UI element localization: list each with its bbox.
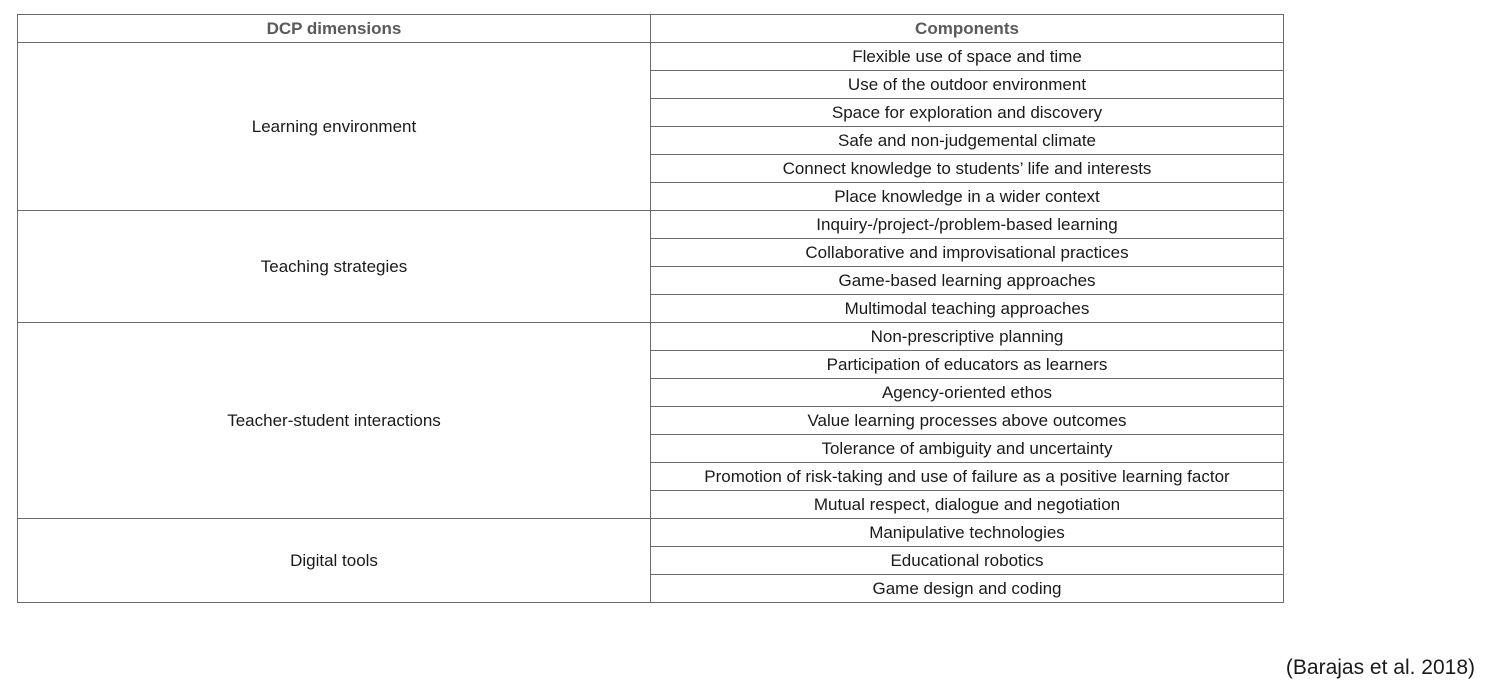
dimension-cell: Teaching strategies: [18, 211, 651, 323]
component-cell: Connect knowledge to students’ life and interests: [651, 155, 1284, 183]
component-cell: Space for exploration and discovery: [651, 99, 1284, 127]
component-cell: Value learning processes above outcomes: [651, 407, 1284, 435]
component-cell: Use of the outdoor environment: [651, 71, 1284, 99]
component-cell: Agency-oriented ethos: [651, 379, 1284, 407]
component-cell: Participation of educators as learners: [651, 351, 1284, 379]
dimension-cell: Learning environment: [18, 43, 651, 211]
component-cell: Inquiry-/project-/problem-based learning: [651, 211, 1284, 239]
table-row: [18, 519, 1284, 547]
table-row: [18, 211, 1284, 239]
component-cell: Manipulative technologies: [651, 519, 1284, 547]
component-cell: Place knowledge in a wider context: [651, 183, 1284, 211]
component-cell: Multimodal teaching approaches: [651, 295, 1284, 323]
component-cell: Collaborative and improvisational practices: [651, 239, 1284, 267]
header-dcp-dimensions: DCP dimensions: [18, 15, 651, 43]
dimension-cell: Digital tools: [18, 519, 651, 603]
header-components: Components: [651, 15, 1284, 43]
component-cell: Tolerance of ambiguity and uncertainty: [651, 435, 1284, 463]
citation: (Barajas et al. 2018): [1285, 656, 1475, 679]
header-row: [18, 15, 1284, 43]
component-cell: Safe and non-judgemental climate: [651, 127, 1284, 155]
component-cell: Educational robotics: [651, 547, 1284, 575]
component-cell: Flexible use of space and time: [651, 43, 1284, 71]
component-cell: Mutual respect, dialogue and negotiation: [651, 491, 1284, 519]
table-row: [18, 43, 1284, 71]
component-cell: Non-prescriptive planning: [651, 323, 1284, 351]
dcp-table: [17, 14, 1284, 603]
dimension-cell: Teacher-student interactions: [18, 323, 651, 519]
component-cell: Game-based learning approaches: [651, 267, 1284, 295]
table-row: [18, 323, 1284, 351]
component-cell: Game design and coding: [651, 575, 1284, 603]
component-cell: Promotion of risk-taking and use of failure as a positive learning factor: [651, 463, 1284, 491]
table-body: [18, 43, 1284, 603]
